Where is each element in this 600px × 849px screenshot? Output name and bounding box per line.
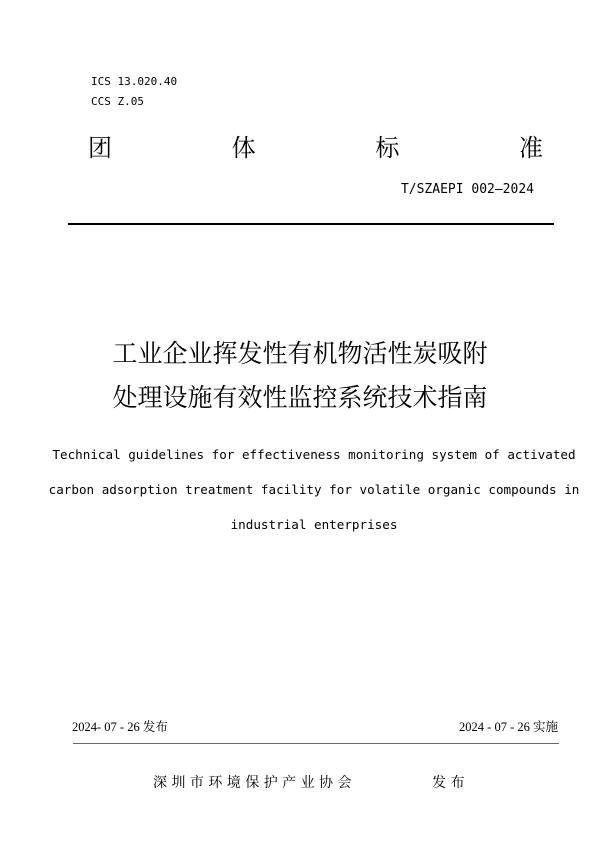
- title-en: [0, 437, 600, 542]
- header-divider: [68, 223, 554, 225]
- standard-type-char: 标: [375, 134, 400, 162]
- title-en-line: industrial enterprises: [230, 517, 398, 532]
- ics-code: ICS 13.020.40: [91, 75, 178, 88]
- footer-divider: [73, 743, 559, 744]
- standard-number: T/SZAEPI 002—2024: [400, 182, 534, 197]
- publish-date: 2024- 07 - 26 发布: [72, 720, 168, 734]
- standard-type-char: 体: [231, 134, 256, 162]
- publisher: 深 圳 市 环 境 保 护 产 业 协 会: [153, 775, 352, 791]
- title-cn-line: 处理设施有效性监控系统技术指南: [112, 383, 488, 412]
- publisher-action: 发 布: [432, 775, 465, 791]
- title-cn: [0, 332, 600, 420]
- standard-type-char: 团: [88, 134, 112, 162]
- title-cn-line: 工业企业挥发性有机物活性炭吸附: [112, 339, 488, 368]
- title-en-line: Technical guidelines for effectiveness monitoring system of activated: [52, 447, 576, 462]
- standard-type-char: 准: [518, 134, 543, 162]
- standard-type: [88, 128, 543, 163]
- title-en-line: carbon adsorption treatment facility for volatile organic compounds in: [48, 482, 580, 497]
- implement-date: 2024 - 07 - 26 实施: [459, 720, 558, 734]
- ccs-code: CCS Z.05: [91, 95, 144, 108]
